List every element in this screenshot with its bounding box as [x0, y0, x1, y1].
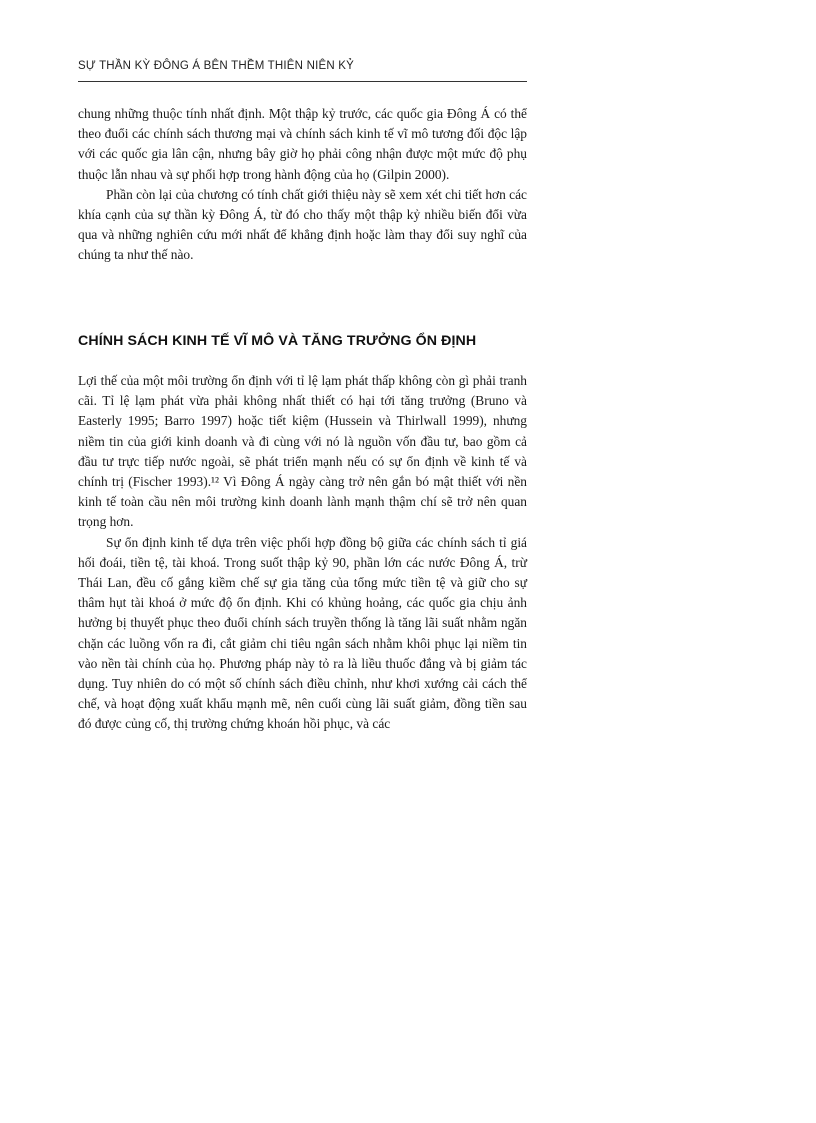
- section-heading: CHÍNH SÁCH KINH TẾ VĨ MÔ VÀ TĂNG TRƯỞNG ỔN ĐỊNH: [78, 333, 477, 349]
- section-paragraph-1: Lợi thế của một môi trường ổn định với tỉ lệ lạm phát thấp không còn gì phải tranh cãi. Tỉ lệ lạm phát vừa phải không nhất thiết có hại tới tăng trưởng (Bruno và Easterly 1995; Barro 1997) hoặc tiết kiệm (Hussein và Thirlwall 1999), nhưng niềm tin của giới kinh doanh và đi cùng với nó là nguồn vốn đầu tư, bao gồm cả đầu tư trực tiếp nước ngoài, sẽ phát triển mạnh nếu có sự ổn định về kinh tế và chính trị (Fischer 1993).¹² Vì Đông Á ngày càng trở nên gắn bó mật thiết với nền kinh tế toàn cầu nên môi trường kinh doanh lành mạnh thậm chí sẽ trở nên quan trọng hơn.: [78, 373, 527, 530]
- running-header: SỰ THẦN KỲ ĐÔNG Á BÊN THỀM THIÊN NIÊN KỶ: [78, 60, 354, 72]
- intro-paragraph-1: chung những thuộc tính nhất định. Một thập kỷ trước, các quốc gia Đông Á có thể theo đuổi các chính sách thương mại và chính sách kinh tế vĩ mô tương đối độc lập với các quốc gia lân cận, nhưng bây giờ họ phải công nhận được một mức độ phụ thuộc lẫn nhau và sự phối hợp trong hành động của họ (Gilpin 2000).: [78, 106, 527, 182]
- intro-text-block: [78, 104, 527, 266]
- section-text-block: [78, 371, 527, 735]
- section-paragraph-2: Sự ổn định kinh tế dựa trên việc phối hợp đồng bộ giữa các chính sách tỉ giá hối đoái, tiền tệ, tài khoá. Trong suốt thập kỷ 90, phần lớn các nước Đông Á, trừ Thái Lan, đều cố gắng kiềm chế sự gia tăng của tổng mức tiền tệ và giữ cho sự thâm hụt tài khoá ở mức độ ổn định. Khi có khủng hoảng, các quốc gia chịu ảnh hưởng bị thuyết phục theo đuổi chính sách truyền thống là tăng lãi suất nhằm ngăn chặn các luồng vốn ra đi, cắt giảm chi tiêu ngân sách nhằm khôi phục lại niềm tin vào nền tài chính của họ. Phương pháp này tỏ ra là liều thuốc đắng và bị giảm tác dụng. Tuy nhiên do có một số chính sách điều chỉnh, như khơi xướng cải cách thể chế, và hoạt động xuất khẩu mạnh mẽ, nên cuối cùng lãi suất giảm, đồng tiền sau đó được củng cố, thị trường chứng khoán hồi phục, và các: [78, 534, 527, 732]
- header-rule: [78, 81, 527, 82]
- intro-paragraph-2: Phần còn lại của chương có tính chất giới thiệu này sẽ xem xét chi tiết hơn các khía cạnh của sự thần kỳ Đông Á, từ đó cho thấy một thập kỷ nhiều biến đổi vừa qua và những nghiên cứu mới nhất để khẳng định hoặc làm thay đổi suy nghĩ của chúng ta như thế nào.: [78, 186, 527, 263]
